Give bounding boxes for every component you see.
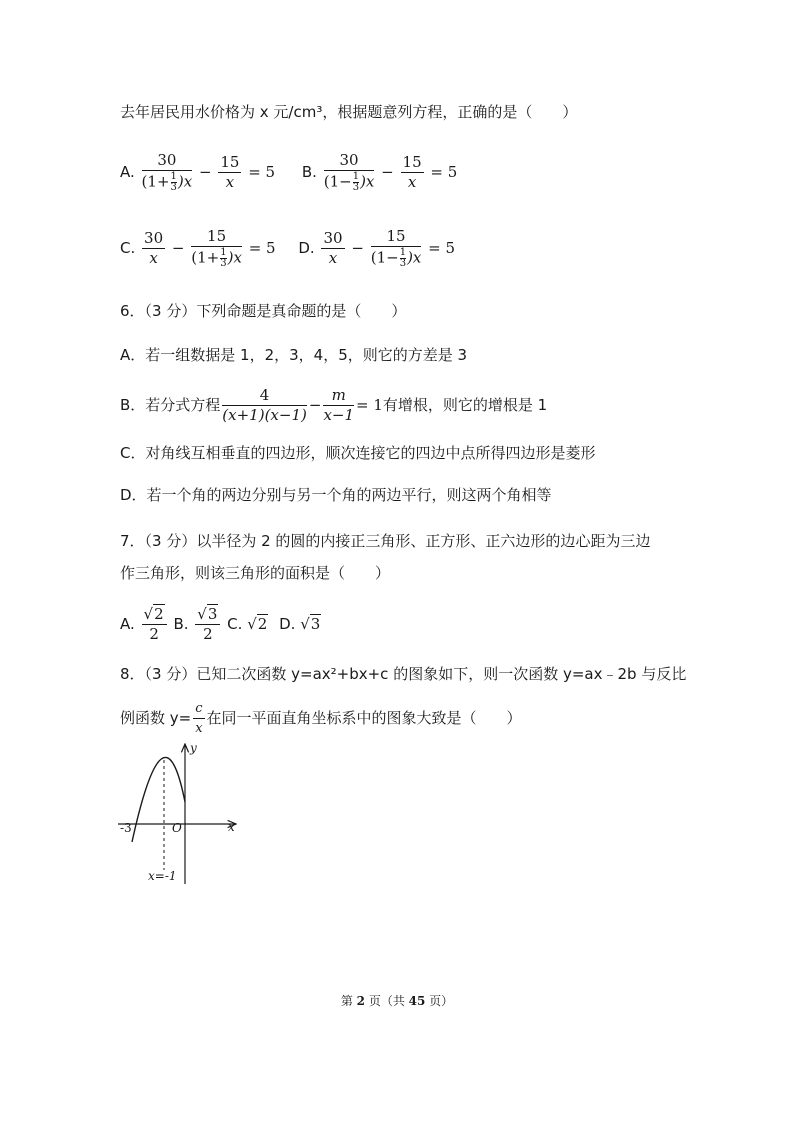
q6-option-d: D．若一个角的两边分别与另一个角的两边平行，则这两个角相等 [120, 486, 552, 504]
q8-stem-line2: 例函数 y= $\frac{c}{x}$ 在同一平面直角坐标系中的图象大致是（ ） [120, 701, 522, 736]
q5-d-frac2: 15 (1− $\frac{1}{3}$ )x [370, 227, 422, 269]
q5-option-d-label: D. [298, 239, 315, 257]
symmetry-axis-label: x=-1 [148, 869, 177, 883]
q5-a-frac2: $\frac{15}{x}$ [220, 153, 240, 191]
q5-option-c-label: C. [120, 239, 136, 257]
q5-option-a: A. 30 (1+ $\frac{1}{3}$ )x − $\frac{15}{x}$ = 5 [120, 151, 276, 193]
parabola-graph [110, 738, 250, 888]
q7-options [120, 606, 321, 643]
q7-option-c: C. √2 [227, 615, 268, 633]
q6-option-b: B．若分式方程 $\frac{4}{(x+1)(x-1)}$ − $\frac{m}{x-1}$ = 1有增根，则它的增根是 1 [120, 386, 548, 424]
q5-options-cd [120, 228, 455, 269]
q7-stem-line2: 作三角形，则该三角形的面积是（ ） [120, 564, 391, 582]
q5-stem: 去年居民用水价格为 x 元/cm³，根据题意列方程，正确的是（ ） [120, 103, 578, 121]
page-number: 2 [356, 994, 365, 1008]
q5-b-frac1: 30 (1− $\frac{1}{3}$ )x [323, 151, 375, 193]
q6-stem: 6．（3 分）下列命题是真命题的是（ ） [120, 302, 407, 320]
q7-option-a: A. $\frac{√2}{2}$ [120, 615, 173, 633]
q7-option-b: B. $\frac{√3}{2}$ [173, 615, 227, 633]
q6-option-c: C．对角线互相垂直的四边形，顺次连接它的四边中点所得四边形是菱形 [120, 444, 596, 462]
q8-frac: $\frac{c}{x}$ [195, 701, 203, 736]
y-axis-label: y [190, 741, 197, 755]
x-axis-label: x [228, 820, 235, 834]
page-total: 45 [408, 994, 426, 1008]
q8-stem-line1: 8．（3 分）已知二次函数 y=ax²+bx+c 的图象如下，则一次函数 y=ax﹣2b 与反比 [120, 665, 687, 683]
q5-option-c: C. $\frac{30}{x}$ − 15 (1+ $\frac{1}{3}$ )x = 5 [120, 227, 276, 269]
q7-option-d: D. √3 [279, 615, 321, 633]
q5-option-a-label: A. [120, 163, 135, 181]
q5-c-frac1: $\frac{30}{x}$ [144, 229, 164, 267]
q5-options-ab [120, 152, 457, 193]
q5-c-frac2: 15 (1+ $\frac{1}{3}$ )x [191, 227, 242, 269]
q6-option-a: A．若一组数据是 1，2，3，4，5，则它的方差是 3 [120, 346, 468, 364]
origin-label: O [172, 821, 182, 835]
page-footer: 第 2 页（共 45 页） [340, 994, 454, 1008]
q5-option-b-label: B. [301, 163, 317, 181]
q5-option-d: D. $\frac{30}{x}$ − 15 (1− $\frac{1}{3}$ )x = 5 [298, 227, 456, 269]
q7-stem-line1: 7．（3 分）以半径为 2 的圆的内接正三角形、正方形、正六边形的边心距为三边 [120, 532, 651, 550]
q5-a-frac1: 30 (1+ $\frac{1}{3}$ )x [141, 151, 193, 193]
q5-option-b: B. 30 (1− $\frac{1}{3}$ )x − $\frac{15}{x}$ = 5 [301, 151, 458, 193]
q5-b-frac2: $\frac{15}{x}$ [402, 153, 422, 191]
q6-b-frac2: $\frac{m}{x-1}$ [323, 386, 355, 424]
q6-b-frac1: $\frac{4}{(x+1)(x-1)}$ [222, 386, 307, 424]
q5-d-frac1: $\frac{30}{x}$ [323, 229, 343, 267]
root-label: -3 [120, 821, 132, 835]
